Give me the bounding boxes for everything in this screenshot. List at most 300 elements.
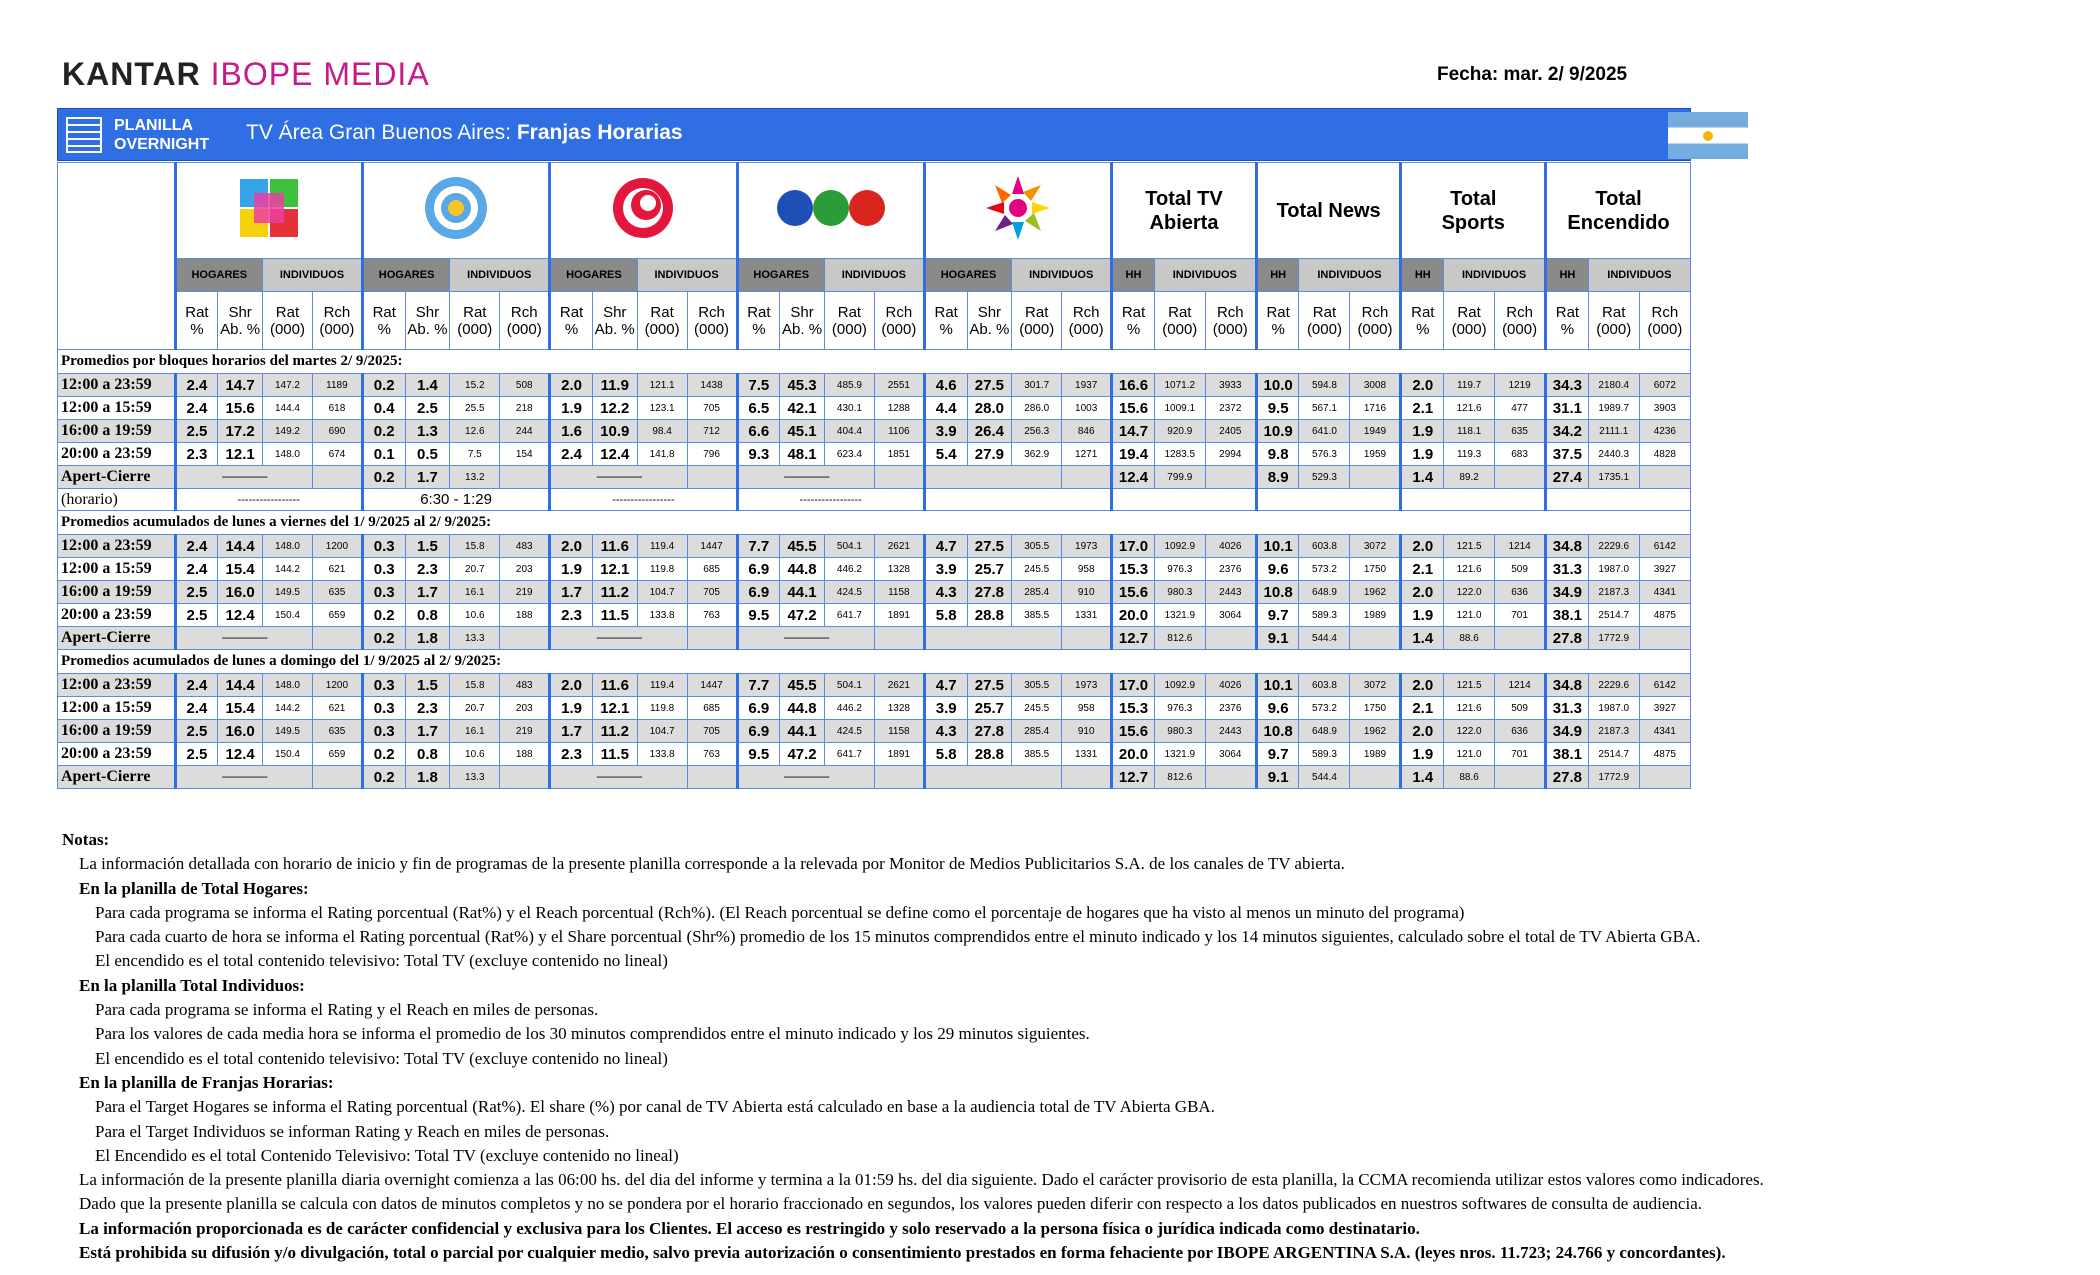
value-cell: 603.8: [1299, 674, 1350, 697]
value-cell: 38.1: [1546, 604, 1589, 627]
value-cell: 147.2: [263, 374, 313, 397]
value-cell: 6.9: [737, 581, 780, 604]
value-cell: 12.4: [218, 743, 263, 766]
value-cell: 635: [312, 720, 362, 743]
america-logo-icon: [610, 175, 676, 246]
sub-header: Rat %: [1112, 292, 1155, 350]
note-heading: La información proporcionada es de carácter confidencial y exclusiva para los Clientes. El acceso es restringido y solo reservado a la persona física o jurídica indicada como destinatario.: [79, 1218, 1420, 1238]
value-cell: 1.9: [1401, 420, 1444, 443]
value-cell: 47.2: [780, 743, 825, 766]
value-cell: 1.7: [405, 466, 450, 489]
note-line: Para cada cuarto de hora se informa el Rating porcentual (Rat%) y el Share porcentual (Shr%) promedio de los 15 minutos comprendidos entre el minuto indicado y los 14 minutos siguientes, calculado sobre el total de TV Abierta GBA.: [95, 927, 1701, 947]
value-cell: 3927: [1639, 558, 1690, 581]
value-cell: 203: [500, 697, 550, 720]
value-cell: 683: [1495, 443, 1546, 466]
argentina-flag-icon: [1668, 112, 1748, 159]
value-cell: 9.7: [1256, 604, 1299, 627]
value-cell: 2.1: [1401, 697, 1444, 720]
table-row: [58, 558, 1691, 581]
value-cell: 980.3: [1154, 581, 1205, 604]
value-cell: 88.6: [1444, 766, 1495, 789]
value-cell: 4341: [1639, 720, 1690, 743]
value-cell: 1092.9: [1154, 674, 1205, 697]
value-cell: 3.9: [924, 558, 967, 581]
value-cell: 16.6: [1112, 374, 1155, 397]
value-cell: 1328: [874, 697, 924, 720]
dashes-cell: -----------------: [550, 466, 687, 489]
value-cell: 623.4: [824, 443, 874, 466]
value-cell: 4.3: [924, 720, 967, 743]
value-cell: 1328: [874, 558, 924, 581]
value-cell: 34.8: [1546, 674, 1589, 697]
value-cell: 245.5: [1012, 697, 1062, 720]
sub-header: Rch (000): [1639, 292, 1690, 350]
value-cell: 0.3: [362, 581, 405, 604]
value-cell: 9.5: [1256, 397, 1299, 420]
value-cell: 148.0: [263, 443, 313, 466]
value-cell: 16.1: [450, 581, 500, 604]
value-cell: 31.3: [1546, 558, 1589, 581]
value-cell: 4.7: [924, 535, 967, 558]
value-cell: 812.6: [1154, 766, 1205, 789]
sub-header: Rat (000): [824, 292, 874, 350]
value-cell: 121.0: [1444, 604, 1495, 627]
value-cell: 0.3: [362, 558, 405, 581]
table-row: [58, 674, 1691, 697]
value-cell: 98.4: [637, 420, 687, 443]
time-band-label: 12:00 a 23:59: [58, 535, 176, 558]
value-cell: 2621: [874, 535, 924, 558]
value-cell: 6.9: [737, 697, 780, 720]
value-cell: 285.4: [1012, 581, 1062, 604]
value-cell: 0.2: [362, 420, 405, 443]
sub-header: Rat (000): [450, 292, 500, 350]
hh-label: HH: [1256, 259, 1299, 292]
value-cell: 4026: [1205, 674, 1256, 697]
value-cell: 705: [687, 581, 737, 604]
value-cell: 2.5: [175, 420, 218, 443]
sub-header: Rat %: [1256, 292, 1299, 350]
sub-header: Rat (000): [1299, 292, 1350, 350]
value-cell: 2.5: [175, 604, 218, 627]
value-cell: 799.9: [1154, 466, 1205, 489]
value-cell: 674: [312, 443, 362, 466]
value-cell: 9.1: [1256, 627, 1299, 650]
value-cell: 0.3: [362, 697, 405, 720]
individuos-label: INDIVIDUOS: [1444, 259, 1546, 292]
value-cell: 1321.9: [1154, 743, 1205, 766]
value-cell: 685: [687, 558, 737, 581]
empty-cell: [1350, 466, 1401, 489]
hh-label: HH: [1112, 259, 1155, 292]
value-cell: 203: [500, 558, 550, 581]
value-cell: 188: [500, 604, 550, 627]
value-cell: 6142: [1639, 674, 1690, 697]
value-cell: 6.9: [737, 720, 780, 743]
dashes-cell: -----------------: [175, 489, 362, 511]
value-cell: 119.8: [637, 697, 687, 720]
value-cell: 10.6: [450, 604, 500, 627]
value-cell: 31.3: [1546, 697, 1589, 720]
value-cell: 11.5: [592, 743, 637, 766]
note-line: La información de la presente planilla diaria overnight comienza a las 06:00 hs. del dia del informe y termina a la 01:59 hs. del dia siguiente. Dado el carácter provisorio de esta planilla, la CCMA recomienda utilizar estos valores como indicadores.: [79, 1170, 1764, 1190]
value-cell: 28.0: [967, 397, 1012, 420]
value-cell: 148.0: [263, 674, 313, 697]
value-cell: 1.9: [550, 558, 593, 581]
value-cell: 544.4: [1299, 766, 1350, 789]
el-trece-logo-icon: [983, 173, 1053, 248]
value-cell: 27.4: [1546, 466, 1589, 489]
kantar-ibope-logo: [62, 56, 430, 93]
value-cell: 122.0: [1444, 581, 1495, 604]
horario-label: (horario): [58, 489, 176, 511]
value-cell: 1447: [687, 674, 737, 697]
channel-header-1: [175, 163, 362, 259]
value-cell: 7.5: [450, 443, 500, 466]
time-band-label: 20:00 a 23:59: [58, 604, 176, 627]
value-cell: 15.4: [218, 558, 263, 581]
value-cell: 121.6: [1444, 697, 1495, 720]
value-cell: 10.9: [1256, 420, 1299, 443]
value-cell: 286.0: [1012, 397, 1062, 420]
value-cell: 685: [687, 697, 737, 720]
empty-cell: [687, 466, 737, 489]
value-cell: 1214: [1495, 674, 1546, 697]
value-cell: 2.3: [405, 697, 450, 720]
value-cell: 121.0: [1444, 743, 1495, 766]
value-cell: 483: [500, 535, 550, 558]
value-cell: 1331: [1062, 604, 1112, 627]
value-cell: 796: [687, 443, 737, 466]
value-cell: 1200: [312, 674, 362, 697]
value-cell: 28.8: [967, 743, 1012, 766]
value-cell: 4.4: [924, 397, 967, 420]
time-band-label: 12:00 a 15:59: [58, 697, 176, 720]
value-cell: 34.9: [1546, 581, 1589, 604]
empty-cell: [687, 766, 737, 789]
value-cell: 104.7: [637, 581, 687, 604]
value-cell: 144.2: [263, 558, 313, 581]
sub-header: Rat (000): [1588, 292, 1639, 350]
value-cell: 150.4: [263, 743, 313, 766]
value-cell: 1447: [687, 535, 737, 558]
time-band-label: 12:00 a 15:59: [58, 397, 176, 420]
channel-header-5: [924, 163, 1111, 259]
individuos-label: INDIVIDUOS: [1154, 259, 1256, 292]
value-cell: 4.6: [924, 374, 967, 397]
individuos-label: INDIVIDUOS: [637, 259, 737, 292]
value-cell: 218: [500, 397, 550, 420]
time-band-label: 20:00 a 23:59: [58, 443, 176, 466]
value-cell: 3.9: [924, 420, 967, 443]
table-row: [58, 397, 1691, 420]
value-cell: 0.4: [362, 397, 405, 420]
value-cell: 7.7: [737, 674, 780, 697]
sub-header: Rat %: [924, 292, 967, 350]
value-cell: 2443: [1205, 720, 1256, 743]
value-cell: 2.5: [175, 743, 218, 766]
value-cell: 508: [500, 374, 550, 397]
empty-cell: [1062, 766, 1112, 789]
empty-cell: [1495, 766, 1546, 789]
value-cell: 1.6: [550, 420, 593, 443]
empty-cell: [687, 627, 737, 650]
sub-header: Rat (000): [1154, 292, 1205, 350]
value-cell: 2.4: [175, 674, 218, 697]
value-cell: 150.4: [263, 604, 313, 627]
value-cell: 301.7: [1012, 374, 1062, 397]
value-cell: 1973: [1062, 674, 1112, 697]
sub-header: Rch (000): [687, 292, 737, 350]
value-cell: 621: [312, 558, 362, 581]
individuos-label: INDIVIDUOS: [450, 259, 550, 292]
dashes-cell: -----------------: [175, 627, 312, 650]
value-cell: 573.2: [1299, 558, 1350, 581]
value-cell: 3933: [1205, 374, 1256, 397]
value-cell: 149.2: [263, 420, 313, 443]
time-band-label: 12:00 a 23:59: [58, 374, 176, 397]
value-cell: 1937: [1062, 374, 1112, 397]
value-cell: 9.1: [1256, 766, 1299, 789]
value-cell: 119.8: [637, 558, 687, 581]
value-cell: 659: [312, 604, 362, 627]
value-cell: 141.8: [637, 443, 687, 466]
value-cell: 812.6: [1154, 627, 1205, 650]
time-band-label: 16:00 a 19:59: [58, 420, 176, 443]
value-cell: 659: [312, 743, 362, 766]
value-cell: 45.1: [780, 420, 825, 443]
value-cell: 27.9: [967, 443, 1012, 466]
hh-label: HH: [1546, 259, 1589, 292]
table-row: [58, 697, 1691, 720]
note-line: El Encendido es el total Contenido Televisivo: Total TV (excluye contenido no lineal): [95, 1145, 679, 1165]
value-cell: 121.5: [1444, 535, 1495, 558]
value-cell: 0.3: [362, 674, 405, 697]
value-cell: 424.5: [824, 720, 874, 743]
channel-header-4: [737, 163, 924, 259]
value-cell: 10.0: [1256, 374, 1299, 397]
value-cell: 0.2: [362, 466, 405, 489]
value-cell: 2.1: [1401, 397, 1444, 420]
note-heading: Está prohibida su difusión y/o divulgación, total o parcial por cualquier medio, salvo previa autorización o consentimiento prestados en forma fehaciente por IBOPE ARGENTINA S.A. (leyes nros. 11.723; 24.766 y concordantes).: [79, 1243, 1726, 1263]
value-cell: 976.3: [1154, 697, 1205, 720]
value-cell: 11.6: [592, 535, 637, 558]
sub-header: Rat (000): [1012, 292, 1062, 350]
empty-cell: [1639, 627, 1690, 650]
report-date: Fecha: mar. 2/ 9/2025: [1437, 64, 1628, 85]
table-row: [58, 604, 1691, 627]
banner-title-bold: Franjas Horarias: [516, 121, 683, 144]
value-cell: 44.1: [780, 581, 825, 604]
value-cell: 404.4: [824, 420, 874, 443]
empty-cell: [1639, 766, 1690, 789]
value-cell: 2.4: [175, 535, 218, 558]
value-cell: 17.0: [1112, 674, 1155, 697]
value-cell: 11.2: [592, 581, 637, 604]
value-cell: 1.4: [1401, 466, 1444, 489]
value-cell: 2.3: [550, 604, 593, 627]
dashes-cell: -----------------: [550, 627, 687, 650]
value-cell: 1772.9: [1588, 766, 1639, 789]
value-cell: 980.3: [1154, 720, 1205, 743]
value-cell: 16.0: [218, 720, 263, 743]
value-cell: 621: [312, 697, 362, 720]
value-cell: 119.4: [637, 535, 687, 558]
value-cell: 2.0: [1401, 581, 1444, 604]
table-row: [58, 374, 1691, 397]
value-cell: 10.6: [450, 743, 500, 766]
sub-header: Rat %: [175, 292, 218, 350]
note-heading: En la planilla Total Individuos:: [79, 975, 305, 995]
corner-cell: [58, 163, 176, 350]
empty-cell: [1350, 627, 1401, 650]
empty-cell: [500, 766, 550, 789]
value-cell: 149.5: [263, 581, 313, 604]
value-cell: 1009.1: [1154, 397, 1205, 420]
value-cell: 38.1: [1546, 743, 1589, 766]
sub-header: Shr Ab. %: [967, 292, 1012, 350]
value-cell: 27.8: [1546, 627, 1589, 650]
note-line: El encendido es el total contenido televisivo: Total TV (excluye contenido no lineal): [95, 1048, 668, 1068]
value-cell: 3072: [1350, 674, 1401, 697]
value-cell: 362.9: [1012, 443, 1062, 466]
apert-cierre-label: Apert-Cierre: [58, 466, 176, 489]
value-cell: 910: [1062, 581, 1112, 604]
value-cell: 1.7: [405, 581, 450, 604]
value-cell: 5.8: [924, 743, 967, 766]
value-cell: 504.1: [824, 535, 874, 558]
value-cell: 576.3: [1299, 443, 1350, 466]
value-cell: 12.1: [218, 443, 263, 466]
value-cell: 2.0: [550, 535, 593, 558]
value-cell: 119.4: [637, 674, 687, 697]
value-cell: 305.5: [1012, 674, 1062, 697]
value-cell: 20.7: [450, 697, 500, 720]
value-cell: 34.3: [1546, 374, 1589, 397]
sub-header: Shr Ab. %: [405, 292, 450, 350]
value-cell: 27.8: [967, 720, 1012, 743]
total-header-2: Total News: [1256, 163, 1401, 259]
total-header-3: Total Sports: [1401, 163, 1546, 259]
sub-header: Shr Ab. %: [592, 292, 637, 350]
value-cell: 1962: [1350, 720, 1401, 743]
value-cell: 12.2: [592, 397, 637, 420]
value-cell: 712: [687, 420, 737, 443]
value-cell: 2.3: [175, 443, 218, 466]
value-cell: 16.1: [450, 720, 500, 743]
note-line: Para los valores de cada media hora se informa el promedio de los 30 minutos comprendidos entre el minuto indicado y los 29 minutos siguientes.: [95, 1024, 1090, 1044]
empty-cell: [312, 766, 362, 789]
value-cell: 846: [1062, 420, 1112, 443]
value-cell: 219: [500, 581, 550, 604]
empty-cell: [1256, 489, 1401, 511]
value-cell: 12.6: [450, 420, 500, 443]
value-cell: 2.5: [175, 720, 218, 743]
time-band-label: 12:00 a 23:59: [58, 674, 176, 697]
value-cell: 121.1: [637, 374, 687, 397]
value-cell: 27.8: [967, 581, 1012, 604]
value-cell: 589.3: [1299, 743, 1350, 766]
value-cell: 477: [1495, 397, 1546, 420]
note-heading: En la planilla de Total Hogares:: [79, 878, 309, 898]
sub-header: Rch (000): [1350, 292, 1401, 350]
value-cell: 763: [687, 743, 737, 766]
individuos-label: INDIVIDUOS: [1012, 259, 1112, 292]
value-cell: 27.5: [967, 674, 1012, 697]
value-cell: 641.0: [1299, 420, 1350, 443]
value-cell: 27.8: [1546, 766, 1589, 789]
value-cell: 1.3: [405, 420, 450, 443]
sun-of-may-icon: [1703, 131, 1713, 141]
sub-header: Shr Ab. %: [218, 292, 263, 350]
sub-header: Rat (000): [637, 292, 687, 350]
value-cell: 12.7: [1112, 627, 1155, 650]
value-cell: 6142: [1639, 535, 1690, 558]
value-cell: 45.3: [780, 374, 825, 397]
value-cell: 2.3: [550, 743, 593, 766]
value-cell: 10.8: [1256, 720, 1299, 743]
value-cell: 0.3: [362, 720, 405, 743]
empty-cell: [500, 466, 550, 489]
dashes-cell: [924, 627, 1061, 650]
value-cell: 15.6: [218, 397, 263, 420]
channel-header-2: [362, 163, 549, 259]
value-cell: 4236: [1639, 420, 1690, 443]
value-cell: 17.2: [218, 420, 263, 443]
value-cell: 594.8: [1299, 374, 1350, 397]
value-cell: 1989: [1350, 604, 1401, 627]
value-cell: 13.2: [450, 466, 500, 489]
sub-header: Rch (000): [874, 292, 924, 350]
value-cell: 0.2: [362, 374, 405, 397]
value-cell: 7.7: [737, 535, 780, 558]
value-cell: 1.9: [550, 397, 593, 420]
value-cell: 0.2: [362, 604, 405, 627]
value-cell: 12.4: [592, 443, 637, 466]
time-band-label: 20:00 a 23:59: [58, 743, 176, 766]
value-cell: 2111.1: [1588, 420, 1639, 443]
value-cell: 44.8: [780, 558, 825, 581]
value-cell: 1.9: [1401, 443, 1444, 466]
value-cell: 27.5: [967, 535, 1012, 558]
spreadsheet-icon: [66, 117, 102, 153]
value-cell: 47.2: [780, 604, 825, 627]
sub-header: Rch (000): [1062, 292, 1112, 350]
value-cell: 690: [312, 420, 362, 443]
empty-cell: [1205, 766, 1256, 789]
total-header-1: Total TV Abierta: [1112, 163, 1257, 259]
value-cell: 1158: [874, 720, 924, 743]
value-cell: 144.2: [263, 697, 313, 720]
value-cell: 2.0: [1401, 720, 1444, 743]
value-cell: 11.9: [592, 374, 637, 397]
empty-cell: [1495, 627, 1546, 650]
value-cell: 37.5: [1546, 443, 1589, 466]
note-line: Para el Target Hogares se informa el Rating porcentual (Rat%). El share (%) por canal de TV Abierta está calculado en base a la audiencia total de TV Abierta GBA.: [95, 1097, 1215, 1117]
value-cell: 2.0: [550, 374, 593, 397]
dashes-cell: -----------------: [737, 489, 924, 511]
value-cell: 0.8: [405, 743, 450, 766]
value-cell: 2994: [1205, 443, 1256, 466]
value-cell: 15.6: [1112, 581, 1155, 604]
note-heading: En la planilla de Franjas Horarias:: [79, 1072, 334, 1092]
value-cell: 1219: [1495, 374, 1546, 397]
value-cell: 15.8: [450, 674, 500, 697]
franjas-table: [57, 162, 1691, 789]
hogares-label: HOGARES: [737, 259, 824, 292]
value-cell: 15.8: [450, 535, 500, 558]
value-cell: 446.2: [824, 697, 874, 720]
